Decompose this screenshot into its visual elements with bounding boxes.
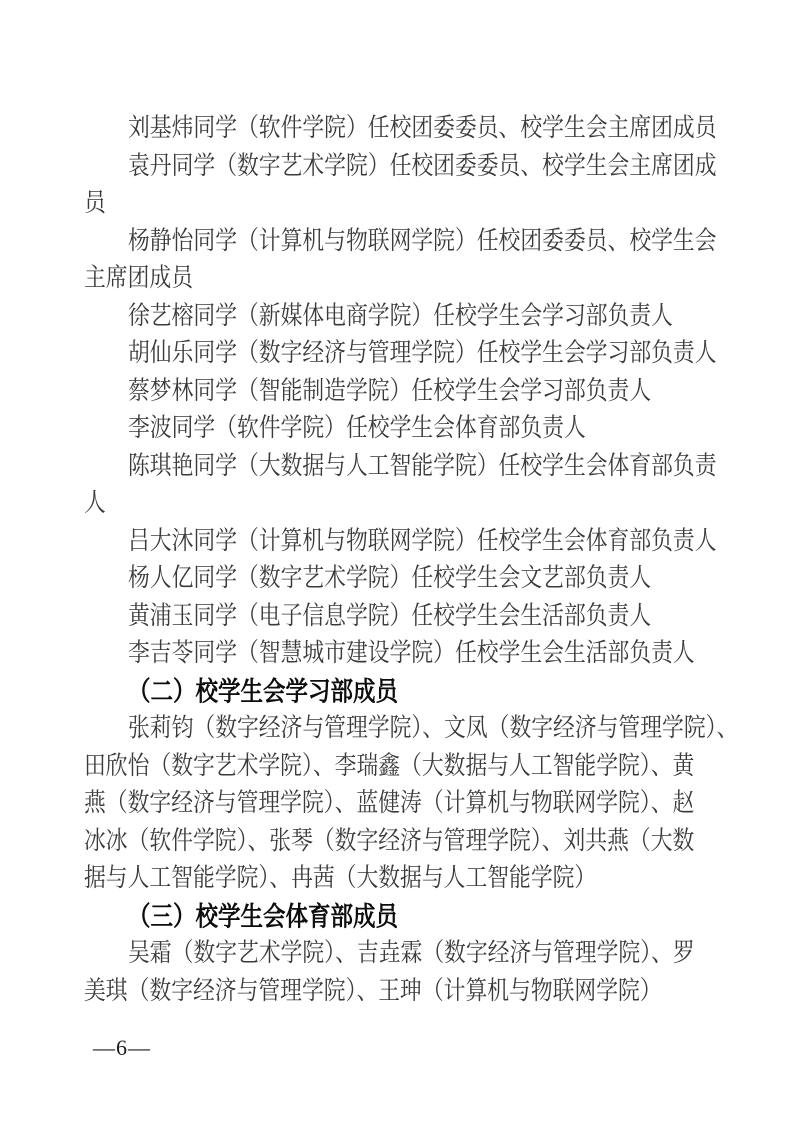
text-line: 杨人亿同学（数字艺术学院）任校学生会文艺部负责人 xyxy=(128,563,652,593)
section-heading: （二）校学生会学习部成员 xyxy=(128,676,399,706)
page-number: —6— xyxy=(93,1035,151,1060)
text-line: 陈琪艳同学（大数据与人工智能学院）任校学生会体育部负责 xyxy=(128,451,717,480)
text-line: 李吉苓同学（智慧城市建设学院）任校学生会生活部负责人 xyxy=(128,638,695,668)
text-line: 刘基炜同学（软件学院）任校团委委员、校学生会主席团成员 xyxy=(128,113,717,143)
text-line: 田欣怡（数字艺术学院）、李瑞鑫（大数据与人工智能学院）、黄 xyxy=(84,751,695,780)
text-line: 人 xyxy=(84,488,106,518)
text-line: 蔡梦林同学（智能制造学院）任校学生会学习部负责人 xyxy=(128,376,652,405)
text-line: 袁丹同学（数字艺术学院）任校团委委员、校学生会主席团成 xyxy=(128,151,717,180)
text-line: 徐艺榕同学（新媒体电商学院）任校学生会学习部负责人 xyxy=(128,301,673,330)
text-line: 燕（数字经济与管理学院）、蓝健涛（计算机与物联网学院）、赵 xyxy=(84,788,695,818)
document-body xyxy=(84,110,739,1010)
text-line: 张莉钧（数字经济与管理学院）、文凤（数字经济与管理学院）、 xyxy=(128,713,739,743)
text-line: 美琪（数字经济与管理学院）、王珅（计算机与物联网学院） xyxy=(84,976,662,1005)
text-line: 李波同学（软件学院）任校学生会体育部负责人 xyxy=(128,413,586,443)
text-line: 冰冰（软件学院）、张琴（数字经济与管理学院）、刘共燕（大数 xyxy=(84,826,695,855)
text-line: 胡仙乐同学（数字经济与管理学院）任校学生会学习部负责人 xyxy=(128,338,717,368)
text-line: 黄浦玉同学（电子信息学院）任校学生会生活部负责人 xyxy=(128,601,652,630)
section-heading: （三）校学生会体育部成员 xyxy=(128,901,399,931)
text-line: 员 xyxy=(84,188,106,218)
text-line: 吴霜（数字艺术学院）、吉垚霖（数字经济与管理学院）、罗 xyxy=(128,938,695,968)
text-line: 吕大沐同学（计算机与物联网学院）任校学生会体育部负责人 xyxy=(128,526,717,555)
text-line: 杨静怡同学（计算机与物联网学院）任校团委委员、校学生会 xyxy=(128,226,717,255)
text-line: 据与人工智能学院）、冉茜（大数据与人工智能学院） xyxy=(84,863,597,893)
text-line: 主席团成员 xyxy=(84,263,193,293)
